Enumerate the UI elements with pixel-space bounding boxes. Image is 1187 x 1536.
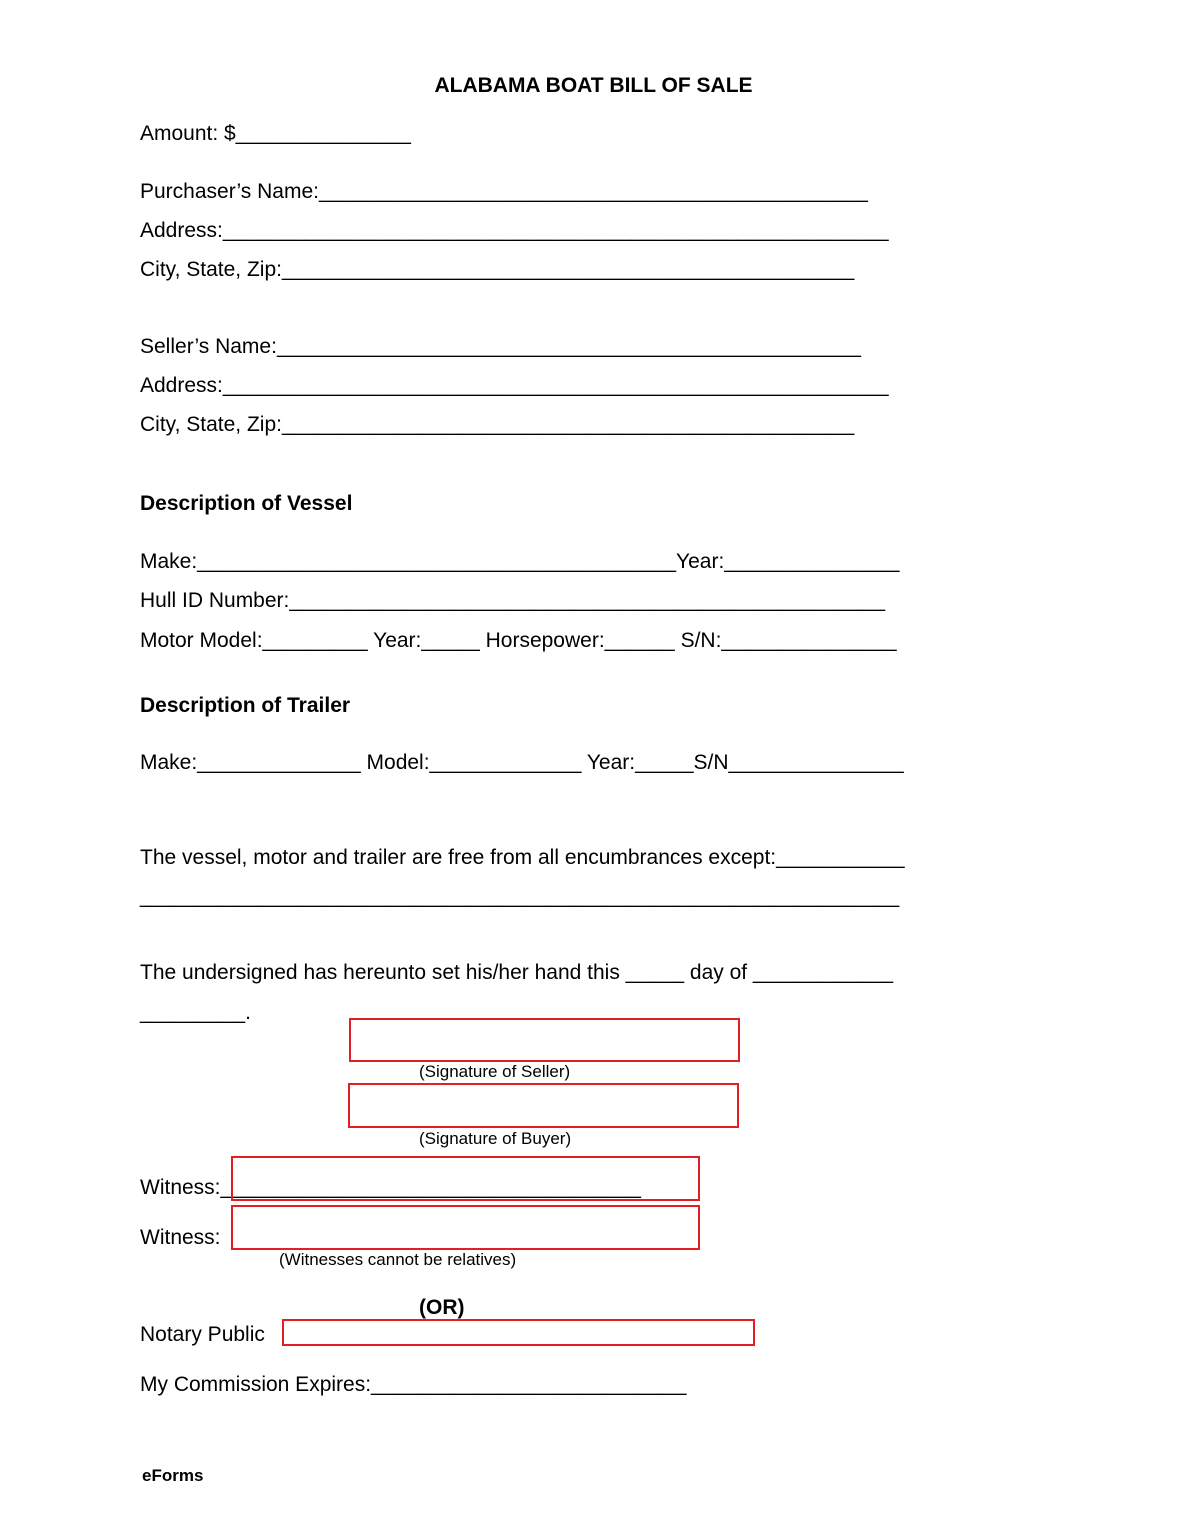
buyer-signature-caption: (Signature of Buyer) xyxy=(419,1129,572,1148)
encumbrance-line-1[interactable]: The vessel, motor and trailer are free from all encumbrances except:___________ xyxy=(140,846,905,869)
seller-signature-caption: (Signature of Seller) xyxy=(419,1062,571,1081)
purchaser-address-field[interactable]: Address:_________________________________________________________ xyxy=(140,219,889,242)
witness-2-label: Witness: xyxy=(140,1226,221,1249)
trailer-details-field[interactable]: Make:______________ Model:_____________ Year:_____S/N_______________ xyxy=(140,751,904,774)
buyer-signature-box[interactable] xyxy=(348,1083,739,1128)
vessel-make-year-field[interactable]: Make:_________________________________________Year:_______________ xyxy=(140,550,900,573)
vessel-heading: Description of Vessel xyxy=(140,492,353,515)
notary-signature-box[interactable] xyxy=(282,1319,755,1346)
or-divider: (OR) xyxy=(419,1296,465,1319)
encumbrance-line-2[interactable]: _________________________________________________________________ xyxy=(140,885,900,908)
seller-signature-box[interactable] xyxy=(349,1018,740,1062)
motor-details-field[interactable]: Motor Model:_________ Year:_____ Horsepower:______ S/N:_______________ xyxy=(140,629,897,652)
hull-id-field[interactable]: Hull ID Number:___________________________________________________ xyxy=(140,589,886,612)
seller-name-field[interactable]: Seller’s Name:__________________________________________________ xyxy=(140,335,861,358)
witness-2-signature-box[interactable] xyxy=(231,1205,700,1250)
undersigned-line-2[interactable]: _________. xyxy=(140,1001,251,1024)
seller-address-field[interactable]: Address:_________________________________________________________ xyxy=(140,374,889,397)
witness-1-field: Witness:____________________________________ xyxy=(140,1176,641,1199)
witness-note: (Witnesses cannot be relatives) xyxy=(279,1250,517,1269)
witness-1-signature-box[interactable] xyxy=(231,1156,700,1201)
commission-expires-field[interactable]: My Commission Expires:___________________________ xyxy=(140,1373,687,1396)
eforms-footer: eForms xyxy=(142,1466,204,1485)
purchaser-name-field[interactable]: Purchaser’s Name:_______________________________________________ xyxy=(140,180,868,203)
notary-public-label: Notary Public xyxy=(140,1323,265,1346)
undersigned-line-1[interactable]: The undersigned has hereunto set his/her hand this _____ day of ____________ xyxy=(140,961,894,984)
trailer-heading: Description of Trailer xyxy=(140,694,351,717)
purchaser-city-field[interactable]: City, State, Zip:_________________________________________________ xyxy=(140,258,855,281)
amount-field[interactable]: Amount: $_______________ xyxy=(140,122,411,145)
document-title: ALABAMA BOAT BILL OF SALE xyxy=(434,74,753,97)
seller-city-field[interactable]: City, State, Zip:_________________________________________________ xyxy=(140,413,855,436)
